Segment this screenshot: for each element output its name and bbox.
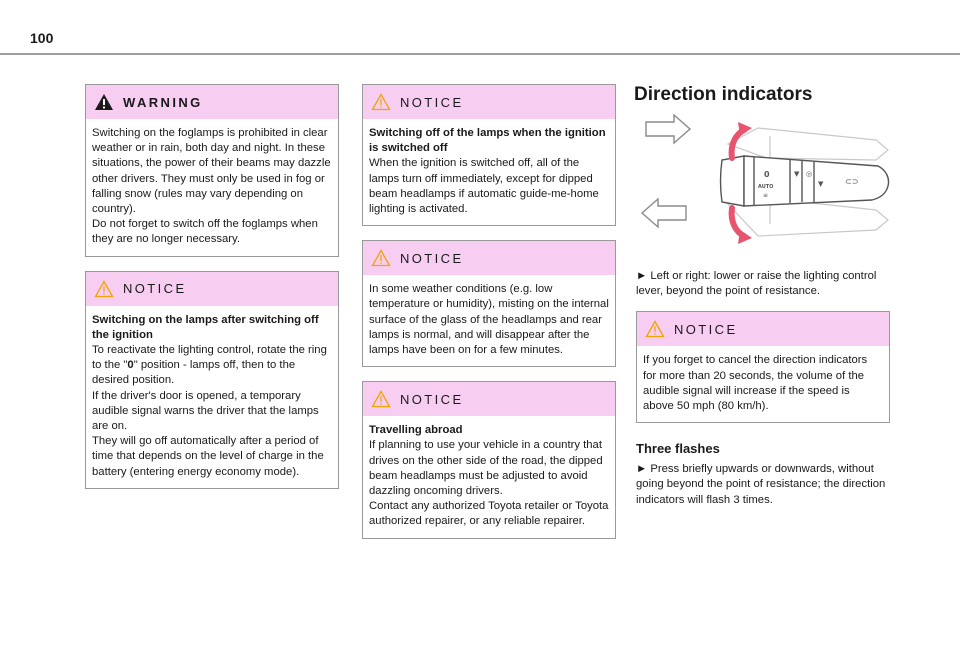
header-rule	[0, 53, 960, 55]
notice-triangle-icon	[371, 390, 391, 408]
section-title: Direction indicators	[634, 84, 813, 105]
notice-body	[363, 275, 615, 366]
notice-triangle-icon	[94, 280, 114, 298]
notice-box-ignition	[85, 271, 339, 489]
notice-triangle-icon	[371, 249, 391, 267]
arrow-left-icon	[642, 199, 686, 227]
lighting-lever-illustration	[640, 114, 894, 254]
notice-title: NOTICE	[400, 94, 464, 110]
warning-text-2: Do not forget to switch off the foglamps when they are no longer necessary.	[92, 218, 318, 246]
notice-text: In some weather conditions (e.g. low temperature or humidity), misting on the internal surface of the glass of the headlamps and rear lamps is normal, and will disappear after the lamps have been on for a few minutes.	[369, 283, 609, 357]
notice-header	[363, 85, 615, 119]
notice-box-misting	[362, 240, 616, 367]
notice-title: NOTICE	[123, 281, 187, 297]
notice-triangle-icon	[371, 93, 391, 111]
arrow-up-head-icon	[738, 122, 752, 136]
warning-title: WARNING	[123, 94, 203, 110]
notice-box-abroad	[362, 381, 616, 538]
svg-text:▼: ▼	[818, 180, 824, 188]
notice-text-2: If the driver's door is opened, a temporary audible signal warns the driver that the lamps are on.	[92, 389, 319, 433]
arrow-down-head-icon	[738, 230, 752, 244]
notice-body	[363, 416, 615, 537]
notice-text-1: To reactivate the lighting control, rotate the ring to the "0" position - lamps off, then to the desired position.	[92, 344, 327, 387]
auto-label: AUTO	[758, 184, 774, 190]
notice-body	[637, 346, 889, 422]
column-2	[362, 84, 616, 553]
svg-text:◎: ◎	[806, 170, 813, 178]
warning-header	[86, 85, 338, 119]
notice-heading: Switching off of the lamps when the ignition is switched off	[369, 127, 606, 155]
notice-box-switch-off	[362, 84, 616, 226]
notice-body	[86, 306, 338, 488]
warning-body	[86, 119, 338, 256]
notice-title: NOTICE	[400, 250, 464, 266]
svg-text:≡: ≡	[763, 192, 769, 199]
notice-body	[363, 119, 615, 225]
notice-header	[86, 272, 338, 306]
notice-title: NOTICE	[674, 321, 738, 337]
notice-triangle-icon	[645, 320, 665, 338]
notice-header	[363, 382, 615, 416]
notice-text-2: Contact any authorized Toyota retailer or Toyota authorized repairer, or any reliable repairer.	[369, 500, 609, 528]
instruction-text: ► Left or right: lower or raise the lighting control lever, beyond the point of resistance.	[636, 270, 877, 298]
notice-text: When the ignition is switched off, all of the lamps turn off immediately, except for dipped beam headlamps if automatic guide-me-home lighting is activated.	[369, 157, 599, 216]
subheading-text: ► Press briefly upwards or downwards, without going beyond the point of resistance; the direction indicators will flash 3 times.	[636, 463, 886, 506]
notice-title: NOTICE	[400, 391, 464, 407]
notice-header	[637, 312, 889, 346]
notice-header	[363, 241, 615, 275]
warning-text-1: Switching on the foglamps is prohibited in clear weather or in rain, both day and night. In these situations, the power of their beams may dazzle other drivers. They must only be used in fog or falling snow (rules may vary depending on country).	[92, 127, 331, 216]
notice-text-1: If planning to use your vehicle in a country that drives on the other side of the road, the dipped beam headlamps must be adjusted to avoid dazzling oncoming drivers.	[369, 439, 603, 498]
warning-triangle-icon	[94, 93, 114, 111]
notice-heading: Travelling abroad	[369, 424, 463, 437]
arrow-right-icon	[646, 115, 690, 143]
page-number: 100	[30, 30, 54, 46]
warning-box	[85, 84, 339, 257]
subheading: Three flashes	[636, 441, 720, 457]
column-3	[636, 84, 890, 520]
column-1	[85, 84, 339, 503]
svg-text:0: 0	[764, 170, 770, 179]
notice-text: If you forget to cancel the direction indicators for more than 20 seconds, the volume of the audible signal will increase if the speed is above 50 mph (80 km/h).	[643, 354, 868, 413]
notice-heading: Switching on the lamps after switching off the ignition	[92, 313, 319, 341]
notice-box-cancel	[636, 311, 890, 423]
svg-text:▼: ▼	[794, 170, 800, 178]
lever-ghost-up	[728, 128, 888, 160]
svg-text:⊂⊃: ⊂⊃	[845, 177, 859, 186]
lever-main	[721, 156, 889, 206]
notice-text-3: They will go off automatically after a period of time that depends on the level of charge in the battery (entering energy economy mode).	[92, 435, 324, 478]
